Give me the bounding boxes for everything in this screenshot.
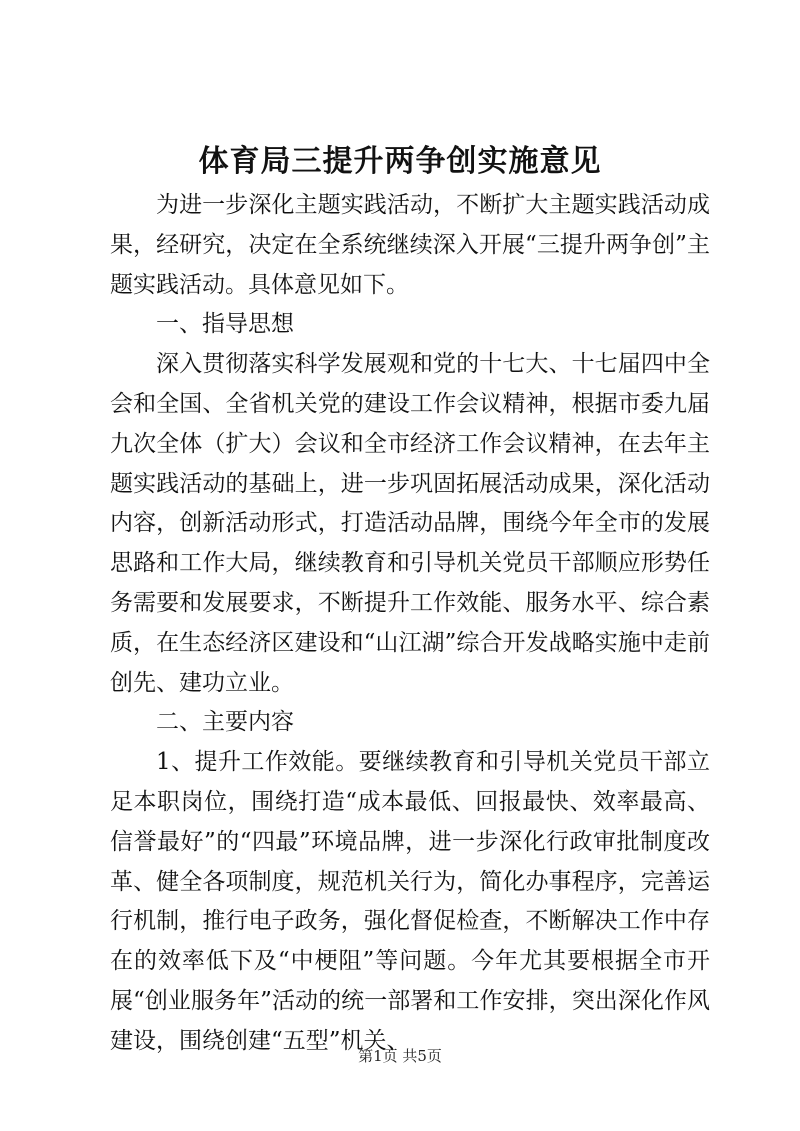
main-content-item-1-paragraph: 1、提升工作效能。要继续教育和引导机关党员干部立足本职岗位，围绕打造“成本最低、回报最快、效率最高、信誉最好”的“四最”环境品牌，进一步深化行政审批制度改革、健全各项制度，规范机关行为，简化办事程序，完善运行机制，推行电子政务，强化督促检查，不断解决工作中存在的效率低下及“中梗阻”等问题。今年尤其要根据全市开展“创业服务年”活动的统一部署和工作安排，突出深化作风建设，围绕创建“五型”机关、 (110, 749, 710, 1054)
document-title: 体育局三提升两争创实施意见 (198, 144, 602, 179)
intro-paragraph: 为进一步深化主题实践活动，不断扩大主题实践活动成果，经研究，决定在全系统继续深入开展“三提升两争创”主题实践活动。具体意见如下。 (110, 192, 710, 298)
section-heading-main-content: 二、主要内容 (156, 709, 294, 736)
guiding-ideology-paragraph: 深入贯彻落实科学发展观和党的十七大、十七届四中全会和全国、全省机关党的建设工作会议精神，根据市委九届九次全体（扩大）会议和全市经济工作会议精神，在去年主题实践活动的基础上，进一步巩固拓展活动成果，深化活动内容，创新活动形式，打造活动品牌，围绕今年全市的发展思路和工作大局，继续教育和引导机关党员干部顺应形势任务需要和发展要求，不断提升工作效能、服务水平、综合素质，在生态经济区建设和“山江湖”综合开发战略实施中走前创先、建功立业。 (110, 351, 710, 696)
page-footer: 第1页 共5页 (358, 1047, 442, 1065)
document-body (110, 186, 710, 1062)
section-heading-guiding-ideology: 一、指导思想 (156, 311, 294, 338)
